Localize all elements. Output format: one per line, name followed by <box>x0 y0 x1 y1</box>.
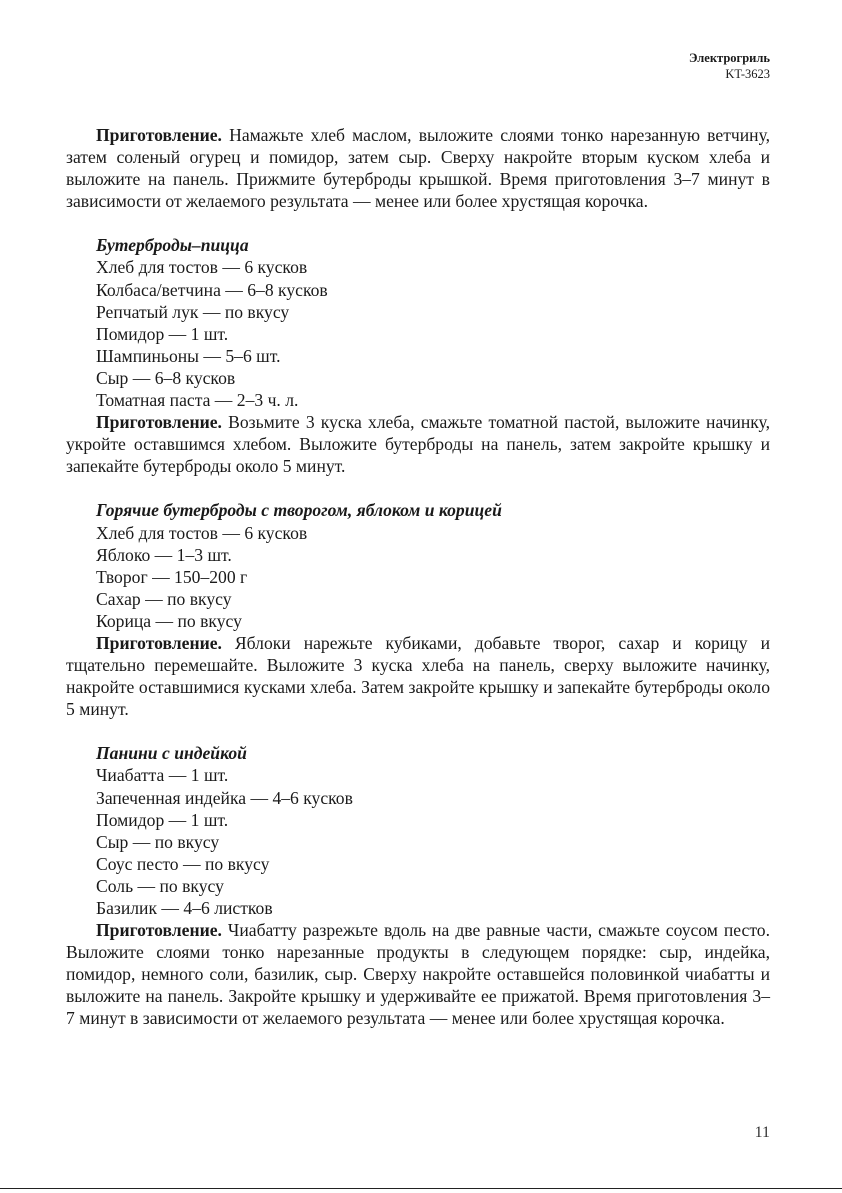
header-model: KT-3623 <box>725 67 770 81</box>
ingredient-item: Соус песто — по вкусу <box>96 853 270 874</box>
method-paragraph <box>66 919 770 1029</box>
intro-text: Намажьте хлеб маслом, выложите слоями тонко нарезанную ветчину, затем соленый огурец и помидор, затем сыр. Сверху накройте вторым куском хлеба и выложите на панель. Прижмите бутерброды крышкой. Время приготовления 3–7 минут в зависимости от желаемого результата — менее или более хрустящая корочка. <box>66 125 770 212</box>
ingredient-list <box>66 522 770 632</box>
ingredient-item: Колбаса/ветчина — 6–8 кусков <box>96 279 328 300</box>
recipe-title: Бутерброды–пицца <box>96 235 249 256</box>
ingredient-item: Запеченная индейка — 4–6 кусков <box>96 787 353 808</box>
intro-paragraph <box>66 124 770 212</box>
ingredient-item: Репчатый лук — по вкусу <box>96 301 290 322</box>
method-label: Приготовление. <box>96 920 222 941</box>
method-label: Приготовление. <box>96 412 222 433</box>
ingredient-item: Помидор — 1 шт. <box>96 809 229 830</box>
method-paragraph <box>66 632 770 720</box>
ingredient-item: Корица — по вкусу <box>96 610 242 631</box>
ingredient-item: Шампиньоны — 5–6 шт. <box>96 345 281 366</box>
recipe-curd-apple-sandwiches <box>66 499 770 720</box>
ingredient-list <box>66 256 770 411</box>
recipe-turkey-panini <box>66 742 770 1029</box>
ingredient-item: Сахар — по вкусу <box>96 588 232 609</box>
page-content <box>66 124 770 1030</box>
method-label: Приготовление. <box>96 632 222 653</box>
recipe-pizza-sandwiches <box>66 234 770 477</box>
recipe-title: Горячие бутерброды с творогом, яблоком и корицей <box>96 500 502 521</box>
ingredient-item: Хлеб для тостов — 6 кусков <box>96 257 308 278</box>
ingredient-item: Базилик — 4–6 листков <box>96 898 273 918</box>
ingredient-item: Творог — 150–200 г <box>96 566 248 587</box>
page-header <box>689 50 770 82</box>
method-text: Яблоки нарежьте кубиками, добавьте творог, сахар и корицу и тщательно перемешайте. Выложите 3 куска хлеба на панель, сверху выложите начинку, накройте оставшимися кусками хлеба. Затем закройте крышку и запекайте бутерброды около 5 минут. <box>66 632 770 720</box>
intro-label: Приготовление. <box>96 125 222 145</box>
header-title: Электрогриль <box>688 51 770 65</box>
ingredient-item: Хлеб для тостов — 6 кусков <box>96 522 308 543</box>
ingredient-item: Томатная паста — 2–3 ч. л. <box>96 390 299 411</box>
method-text: Возьмите 3 куска хлеба, смажьте томатной пастой, выложите начинку, укройте оставшимся хлебом. Выложите бутерброды на панель, затем закройте крышку и запекайте бутерброды около 5 минут. <box>66 412 770 477</box>
ingredient-item: Яблоко — 1–3 шт. <box>96 544 232 565</box>
method-paragraph <box>66 411 770 477</box>
ingredient-list <box>66 764 770 919</box>
ingredient-item: Соль — по вкусу <box>96 875 224 896</box>
recipe-title: Панини с индейкой <box>96 743 247 764</box>
bottom-rule <box>0 1188 842 1189</box>
ingredient-item: Чиабатта — 1 шт. <box>96 765 229 786</box>
method-text: Чиабатту разрежьте вдоль на две равные части, смажьте соусом песто. Выложите слоями тонко нарезанные продукты в следующем порядке: сыр, индейка, помидор, немного соли, базилик, сыр. Сверху накройте оставшейся половинкой чиабатты и выложите на панель. Закройте крышку и удерживайте ее прижатой. Время приготовления 3–7 минут в зависимости от желаемого результата — менее или более хрустящая корочка. <box>66 920 770 1029</box>
page-number: 11 <box>754 1124 770 1141</box>
ingredient-item: Сыр — 6–8 кусков <box>96 367 236 388</box>
ingredient-item: Сыр — по вкусу <box>96 831 220 852</box>
ingredient-item: Помидор — 1 шт. <box>96 323 229 344</box>
